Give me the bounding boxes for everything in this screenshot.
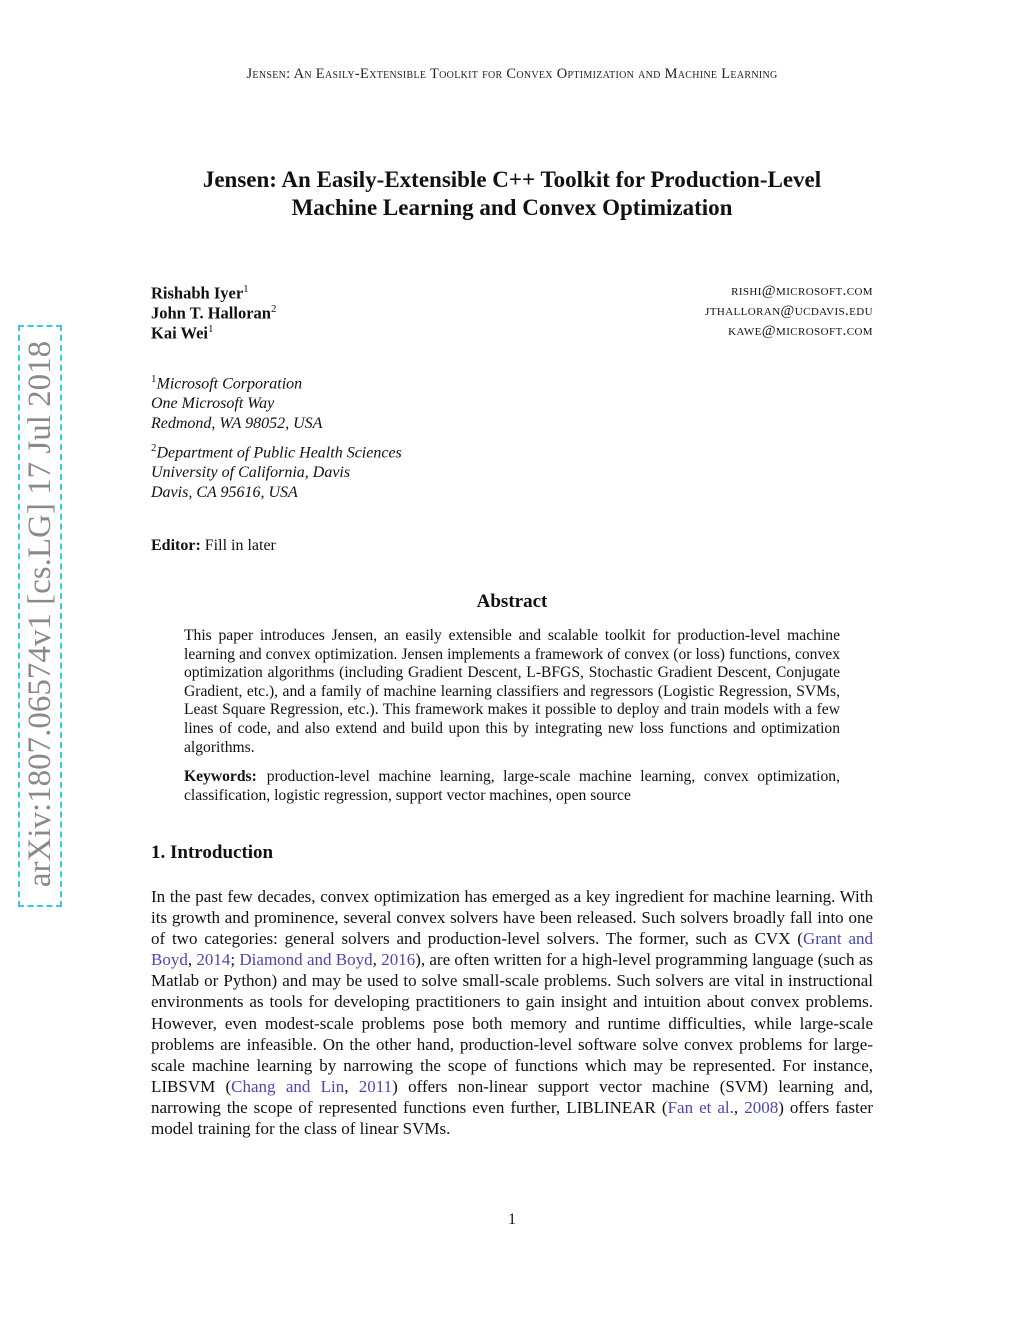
abstract-text: This paper introduces Jensen, an easily extensible and scalable toolkit for production-level machine learning and convex optimization. Jensen implements a framework of convex (or loss) functions, convex optimization algorithms (including Gradient Descent, L-BFGS, Stochastic Gradient Descent, Conjugate Gradient, etc.), and a family of machine learning classifiers and regressors (Logistic Regression, SVMs, Least Square Regression, etc.). This framework makes it possible to deploy and train models with a few lines of code, and also extend and build upon this by integrating new loss functions and optimization algorithms. [184,627,840,756]
running-head: Jensen: An Easily-Extensible Toolkit for Convex Optimization and Machine Learning [246,66,778,82]
citation-link[interactable]: Fan et al. [667,1097,734,1117]
author-block [151,283,873,343]
section-heading: 1. Introduction [151,842,274,863]
affiliation-1: $^1$Microsoft Corporation One Microsoft Way Redmond, WA 98052, USA [151,373,323,433]
author-email[interactable]: rishi@microsoft.com [731,283,873,299]
arxiv-identifier[interactable]: arXiv:1807.06574v1 [cs.LG] 17 Jul 2018 [22,340,58,888]
author-name: John T. Halloran$^2$ [151,303,277,323]
citation-link[interactable]: Grant and Boyd [151,929,873,970]
citation-year-link[interactable]: 2008 [744,1097,779,1117]
citation-year-link[interactable]: 2011 [358,1076,393,1096]
author-row [151,323,873,343]
citation-year-link[interactable]: 2016 [381,950,416,970]
abstract-heading: Abstract [476,591,548,612]
affiliation-2: $^2$Department of Public Health Sciences University of California, Davis Davis, CA 95616, USA [151,442,402,502]
author-name: Rishabh Iyer$^1$ [151,283,249,303]
paper-title: Jensen: An Easily-Extensible C++ Toolkit for Production-Level Machine Learning and Convex Optimization [202,167,822,220]
citation-link[interactable]: Chang and Lin [231,1076,345,1096]
page-number: 1 [508,1211,516,1228]
introduction-paragraph: In the past few decades, convex optimization has emerged as a key ingredient for machine learning. With its growth and prominence, several convex solvers have been released. Such solvers broadly fall into one of two categories: general solvers and production-level solvers. The former, such as CVX (Grant and Boyd, 2014; Diamond and Boyd, 2016), are often written for a high-level programming language (such as Matlab or Python) and may be used to solve small-scale problems. Such solvers are vital in instructional environments as tools for developing practitioners to gain insight and intuition about convex problems. However, even modest-scale problems pose both memory and runtime difficulties, while large-scale problems are infeasible. On the other hand, production-level software solve convex problems for large-scale machine learning by narrowing the scope of functions which may be represented. For instance, LIBSVM (Chang and Lin, 2011) offers non-linear support vector machine (SVM) learning and, narrowing the scope of represented functions even further, LIBLINEAR (Fan et al., 2008) offers faster model training for the class of linear SVMs. [151,887,873,1139]
author-email[interactable]: kawe@microsoft.com [728,323,873,339]
editor-line: Editor: Fill in later [151,537,276,554]
keywords: Keywords: production-level machine learning, large-scale machine learning, convex optimization, classification, logistic regression, support vector machines, open source [184,768,840,804]
citation-link[interactable]: Diamond and Boyd [239,950,373,970]
citation-year-link[interactable]: 2014 [196,950,231,970]
author-row [151,303,873,323]
author-row [151,283,873,303]
author-email[interactable]: jthalloran@ucdavis.edu [705,303,873,319]
author-name: Kai Wei$^1$ [151,323,214,343]
